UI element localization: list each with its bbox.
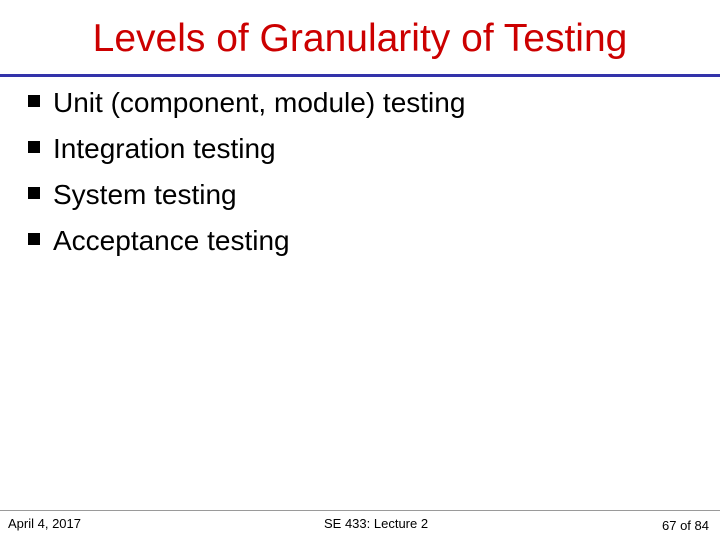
bullet-list (28, 80, 465, 264)
bullet-text: System testing (53, 179, 237, 210)
bullet-item-acceptance-testing (28, 218, 465, 264)
square-bullet-icon (28, 233, 40, 245)
bullet-item-system-testing (28, 172, 465, 218)
footer-page-number: 67 of 84 (662, 518, 709, 533)
square-bullet-icon (28, 141, 40, 153)
footer-course-label: SE 433: Lecture 2 (324, 516, 429, 531)
bullet-item-integration-testing (28, 126, 465, 172)
bullet-text: Unit (component, module) testing (53, 87, 466, 118)
slide-title: Levels of Granularity of Testing (92, 17, 628, 60)
square-bullet-icon (28, 95, 40, 107)
bullet-text: Integration testing (53, 133, 276, 164)
footer-divider (0, 510, 720, 511)
square-bullet-icon (28, 187, 40, 199)
title-divider (0, 74, 720, 77)
footer-date: April 4, 2017 (8, 516, 81, 531)
bullet-text: Acceptance testing (53, 225, 290, 256)
bullet-item-unit-testing (28, 80, 465, 126)
